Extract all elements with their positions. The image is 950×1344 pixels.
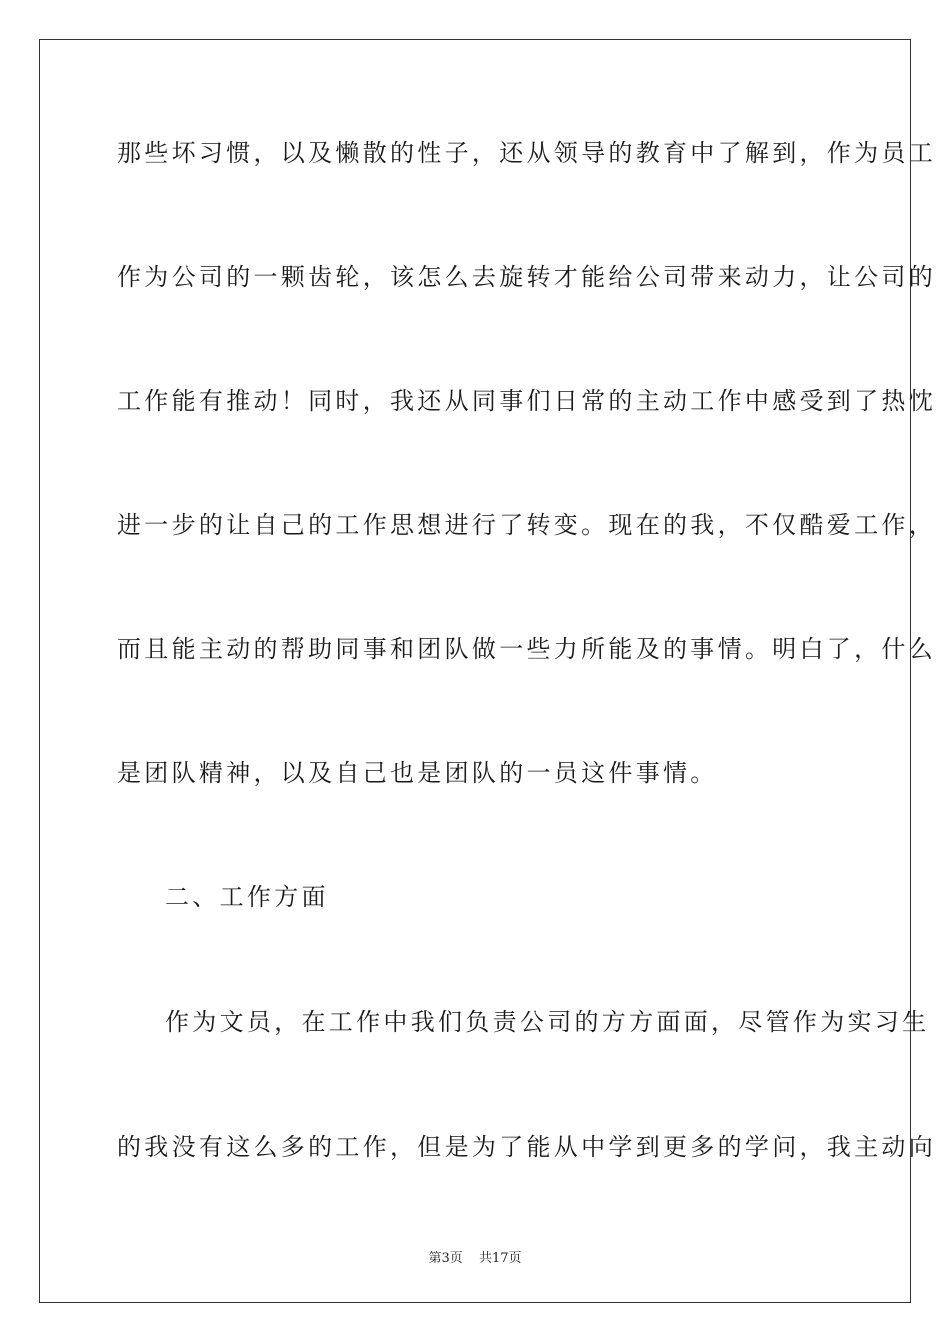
body-text-line: 的我没有这么多的工作，但是为了能从中学到更多的学问，我主动向 bbox=[117, 1133, 936, 1161]
page-number: 第3页 bbox=[428, 1251, 463, 1266]
page-total: 共17页 bbox=[478, 1251, 522, 1266]
body-text-line: 那些坏习惯，以及懒散的性子，还从领导的教育中了解到，作为员工 bbox=[117, 139, 936, 167]
body-text-line: 作为文员，在工作中我们负责公司的方方面面，尽管作为实习生 bbox=[165, 1008, 930, 1036]
page-footer bbox=[0, 1247, 950, 1266]
body-text-line: 进一步的让自己的工作思想进行了转变。现在的我，不仅酷爱工作， bbox=[117, 511, 936, 539]
page-border bbox=[39, 39, 936, 1303]
body-text-line: 而且能主动的帮助同事和团队做一些力所能及的事情。明白了，什么 bbox=[117, 635, 936, 663]
section-heading: 二、工作方面 bbox=[165, 883, 329, 911]
body-text-line: 是团队精神，以及自己也是团队的一员这件事情。 bbox=[117, 759, 718, 787]
body-text-line: 工作能有推动！同时，我还从同事们日常的主动工作中感受到了热忱 bbox=[117, 387, 936, 415]
body-text-line: 作为公司的一颗齿轮，该怎么去旋转才能给公司带来动力，让公司的 bbox=[117, 263, 936, 291]
